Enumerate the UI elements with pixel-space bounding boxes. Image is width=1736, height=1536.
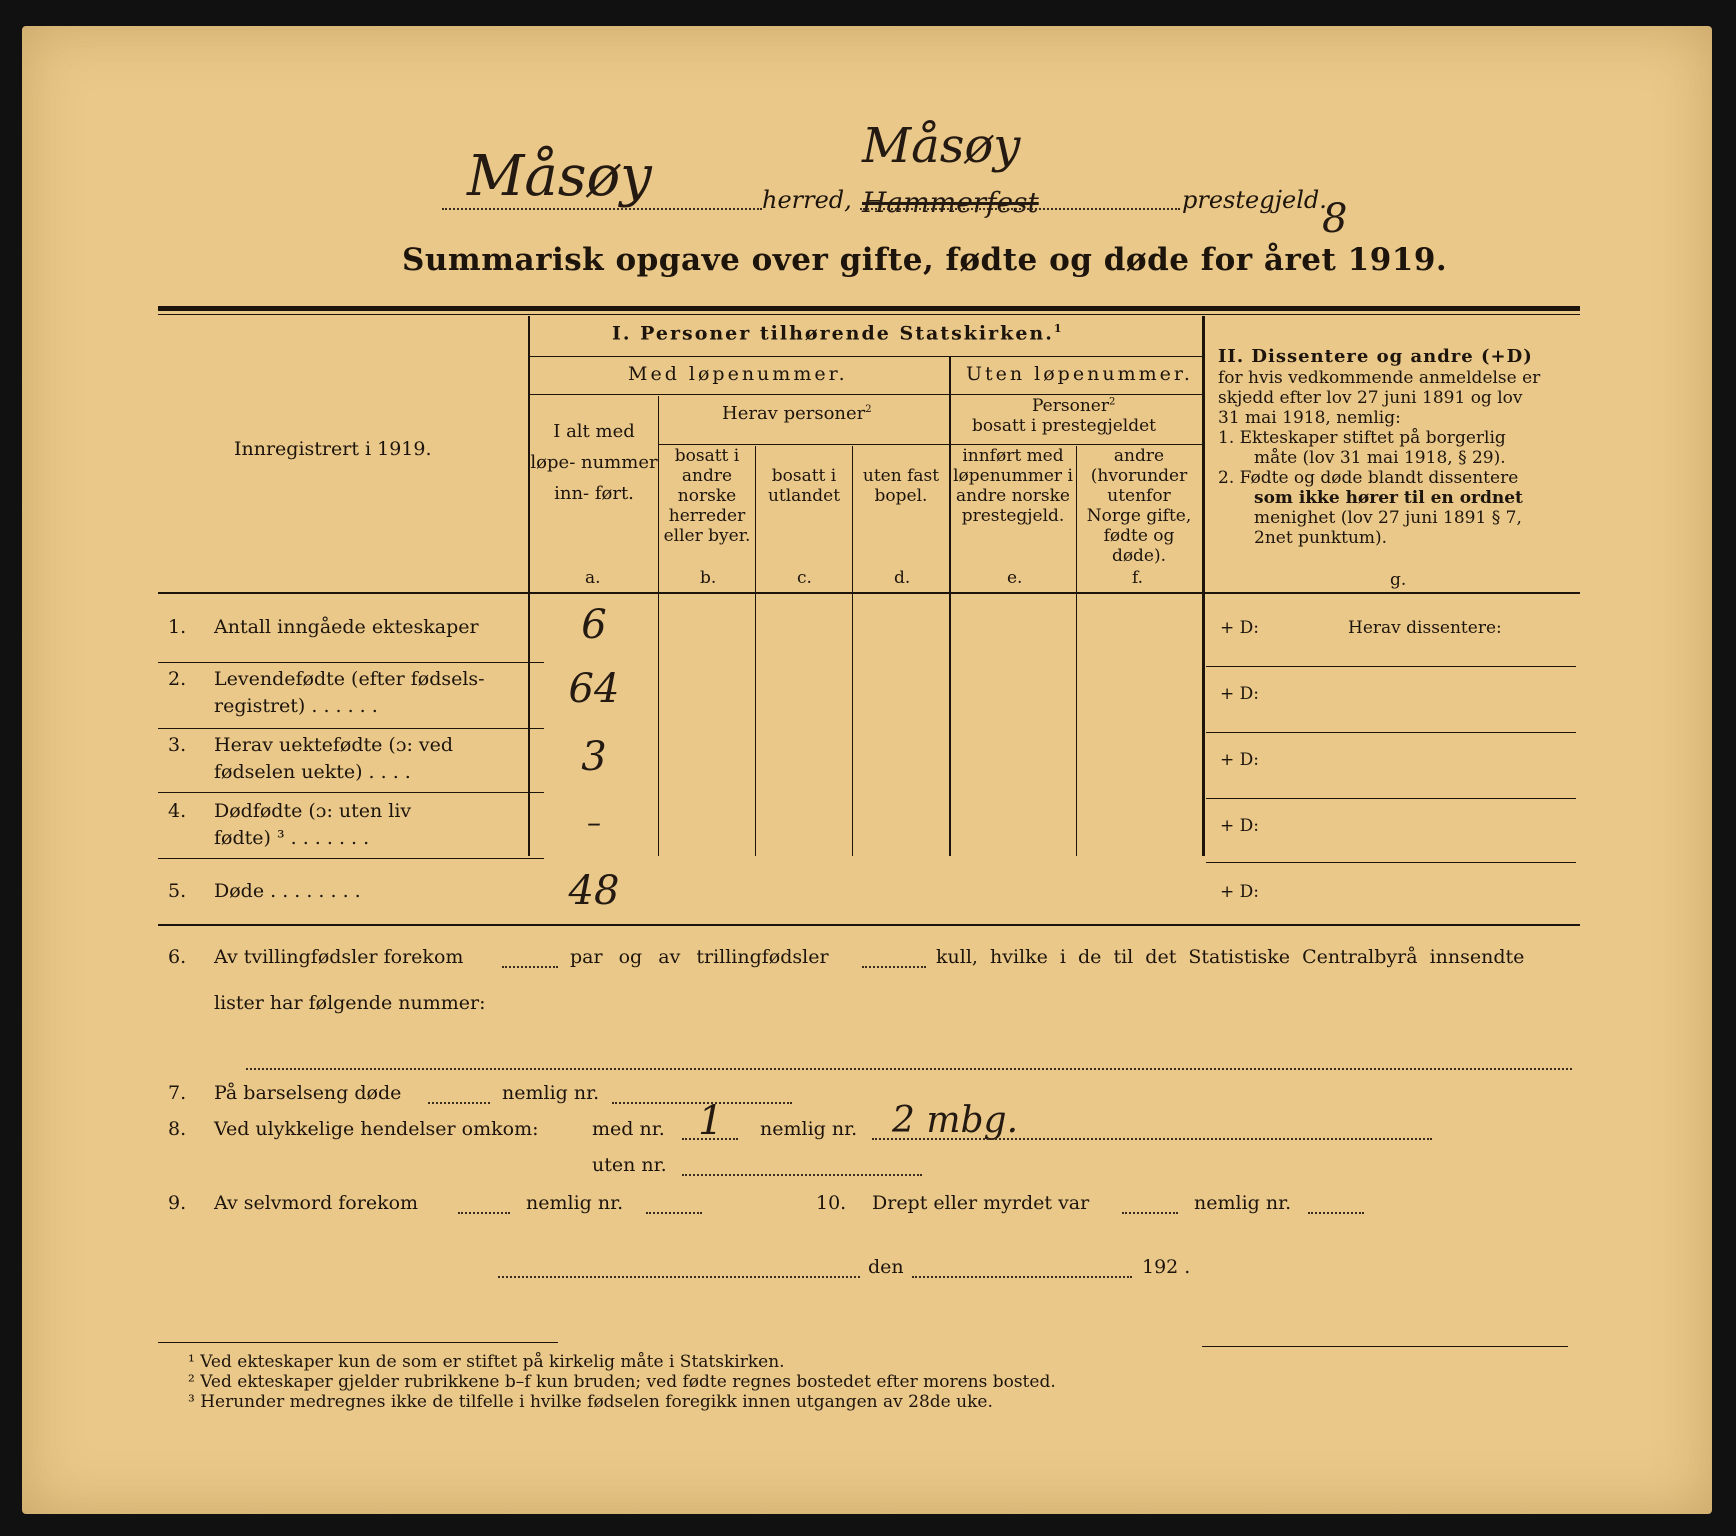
row-rule-3 xyxy=(158,792,544,793)
line7-num: 7. xyxy=(168,1082,187,1104)
footnote-2: ² Ved ekteskaper gjelder rubrikkene b–f kun bruden; ved fødte regnes bostedet efter morens bosted. xyxy=(188,1372,1056,1392)
row1-plusd: + D: xyxy=(1220,618,1260,638)
line6-num: 6. xyxy=(168,946,187,968)
line10-num: 10. xyxy=(816,1192,847,1214)
prestegjeld-label: prestegjeld. xyxy=(1182,186,1327,214)
col-c-letter: c. xyxy=(797,568,812,588)
prestegjeld-handwritten: Måsøy xyxy=(862,118,1021,174)
date-dots xyxy=(912,1276,1132,1278)
row4-label2: fødte) ³ . . . . . . . xyxy=(214,827,370,849)
line10-dots-2 xyxy=(1308,1212,1364,1214)
table-top-rule-thin xyxy=(158,314,1580,315)
table-top-rule xyxy=(158,306,1580,311)
line10-dots-1 xyxy=(1122,1212,1178,1214)
table-bottom-rule xyxy=(158,924,1580,926)
row3-value-a: 3 xyxy=(581,734,607,780)
with-number-header: Med løpenummer. xyxy=(628,363,848,385)
col-line-g xyxy=(1202,316,1205,856)
footnote-rule-right xyxy=(1202,1346,1568,1347)
line6-dots-1 xyxy=(502,966,558,968)
row4-plusd: + D: xyxy=(1220,816,1260,836)
herred-handwritten: Måsøy xyxy=(467,144,652,209)
herav-dissentere: Herav dissentere: xyxy=(1348,618,1502,638)
section2-item2a: 2. Fødte og døde blandt dissentere xyxy=(1218,468,1519,488)
herred-label: herred, xyxy=(762,186,852,214)
line7-b: nemlig nr. xyxy=(502,1082,600,1104)
line8-num: 8. xyxy=(168,1118,187,1140)
section2-item1a: 1. Ekteskaper stiftet på borgerlig xyxy=(1218,428,1506,448)
section1-title: I. Personer tilhørende Statskirken.$^1$ xyxy=(612,322,1064,345)
row-rule-1g xyxy=(1206,666,1576,667)
document-page xyxy=(22,26,1712,1514)
row-rule-4 xyxy=(158,858,544,859)
date-den: den xyxy=(868,1256,904,1278)
footnote-rule xyxy=(158,1342,558,1343)
date-place-dots xyxy=(498,1276,860,1278)
hdr-rule-5 xyxy=(949,444,1202,445)
row2-plusd: + D: xyxy=(1220,684,1260,704)
col-b-letter: b. xyxy=(700,568,717,588)
section2-line3: 31 mai 1918, nemlig: xyxy=(1218,408,1401,428)
line8-c: nemlig nr. xyxy=(760,1118,858,1140)
row3-label2: fødselen uekte) . . . . xyxy=(214,761,411,783)
date-year: 192 . xyxy=(1142,1256,1191,1278)
line8-a: Ved ulykkelige hendelser omkom: xyxy=(214,1118,539,1140)
col-d-letter: d. xyxy=(894,568,911,588)
line9-num: 9. xyxy=(168,1192,187,1214)
col-d-header: uten fast bopel. xyxy=(862,466,940,506)
row-rule-3g xyxy=(1206,798,1576,799)
line8-dots-1 xyxy=(682,1138,738,1140)
line7-dots-1 xyxy=(428,1102,490,1104)
personer-bosatt: Personer$^2$ xyxy=(1032,396,1116,416)
row-rule-2 xyxy=(158,728,544,729)
footnote-3: ³ Herunder medregnes ikke de tilfelle i hvilke fødselen foregikk innen utgangen av 28de uke. xyxy=(188,1392,993,1412)
line6-c: kull, hvilke i de til det Statistiske Centralbyrå innsendte xyxy=(936,946,1525,968)
herav-personer: Herav personer$^2$ xyxy=(722,403,872,424)
col-b-header: bosatt i andre norske herreder eller byer. xyxy=(663,446,751,546)
row5-value-a: 48 xyxy=(568,868,620,914)
without-number-header: Uten løpenummer. xyxy=(966,363,1193,385)
row4-num: 4. xyxy=(168,800,187,822)
section2-item1b: måte (lov 31 mai 1918, § 29). xyxy=(1254,448,1506,468)
row1-label: Antall inngåede ekteskaper xyxy=(214,616,479,638)
col-a-letter: a. xyxy=(585,568,601,588)
row5-plusd: + D: xyxy=(1220,882,1260,902)
line6-b: par og av trillingfødsler xyxy=(570,946,829,968)
row4-value-a: – xyxy=(587,806,601,839)
section2-letter: g. xyxy=(1390,570,1407,590)
line6-d: lister har følgende nummer: xyxy=(214,992,486,1014)
line6-dots-2 xyxy=(862,966,926,968)
line9-b: nemlig nr. xyxy=(526,1192,624,1214)
herred-dotted-line xyxy=(442,208,762,210)
line6-dots-3 xyxy=(246,1068,1572,1070)
line9-dots-1 xyxy=(458,1212,510,1214)
col-line-c xyxy=(755,446,756,856)
line8-value: 1 xyxy=(698,1098,724,1144)
col-f-header: andre (hvorunder utenfor Norge gifte, fødte og døde). xyxy=(1086,446,1192,566)
line9-a: Av selvmord forekom xyxy=(214,1192,419,1214)
row-rule-2g xyxy=(1206,732,1576,733)
section2-item2c: menighet (lov 27 juni 1891 § 7, xyxy=(1254,508,1522,528)
form-title: Summarisk opgave over gifte, fødte og døde for året 1919. xyxy=(402,242,1448,278)
col-c-header: bosatt i utlandet xyxy=(767,466,841,506)
line9-dots-2 xyxy=(646,1212,702,1214)
line8-b: med nr. xyxy=(592,1118,665,1140)
row5-num: 5. xyxy=(168,880,187,902)
row-header: Innregistrert i 1919. xyxy=(234,438,432,460)
line6-a: Av tvillingfødsler forekom xyxy=(214,946,464,968)
col-e-header: innført med løpenummer i andre norske prestegjeld. xyxy=(953,446,1073,526)
row3-label1: Herav uektefødte (ɔ: ved xyxy=(214,734,454,756)
row3-plusd: + D: xyxy=(1220,750,1260,770)
section2-title: II. Dissentere og andre (+D) xyxy=(1218,346,1533,367)
year-correction: 8 xyxy=(1322,196,1348,242)
line8-dots-3 xyxy=(682,1174,922,1176)
col-f-letter: f. xyxy=(1132,568,1144,588)
section2-item2b: som ikke hører til en ordnet xyxy=(1254,488,1523,508)
col-line-b xyxy=(658,396,659,856)
line10-b: nemlig nr. xyxy=(1194,1192,1292,1214)
hdr-rule-2 xyxy=(528,394,949,395)
section2-line1: for hvis vedkommende anmeldelse er xyxy=(1218,368,1541,388)
row3-num: 3. xyxy=(168,734,187,756)
hdr-rule-1 xyxy=(528,356,1202,357)
section2-line2: skjedd efter lov 27 juni 1891 og lov xyxy=(1218,388,1523,408)
col-line-f xyxy=(1076,446,1077,856)
line8-d: uten nr. xyxy=(592,1154,667,1176)
row4-label1: Dødfødte (ɔ: uten liv xyxy=(214,800,412,822)
hdr-rule-4 xyxy=(949,394,1202,395)
prestegjeld-struck: Hammerfest xyxy=(862,186,1039,219)
footnote-1: ¹ Ved ekteskaper kun de som er stiftet på kirkelig måte i Statskirken. xyxy=(188,1352,785,1372)
section2-item2d: 2net punktum). xyxy=(1254,528,1388,548)
col-a-header: I alt med løpe- nummer inn- ført. xyxy=(530,421,658,504)
hdr-rule-3 xyxy=(658,444,949,445)
line8-value2: 2 mbg. xyxy=(892,1100,1019,1141)
row2-label1: Levendefødte (efter fødsels- xyxy=(214,668,485,690)
line7-a: På barselseng døde xyxy=(214,1082,402,1104)
line10-a: Drept eller myrdet var xyxy=(872,1192,1090,1214)
col-e-letter: e. xyxy=(1007,568,1023,588)
row2-label2: registret) . . . . . . xyxy=(214,695,378,717)
col-line-e xyxy=(949,356,951,856)
prestegjeld-dotted-line xyxy=(860,208,1180,210)
row2-num: 2. xyxy=(168,668,187,690)
row5-label: Døde . . . . . . . . xyxy=(214,880,361,902)
line8-dots-2 xyxy=(872,1138,1432,1140)
row-rule-4g xyxy=(1206,862,1576,863)
row1-value-a: 6 xyxy=(581,602,607,648)
hdr-bottom-rule xyxy=(158,592,1580,594)
row2-value-a: 64 xyxy=(568,666,620,712)
row1-num: 1. xyxy=(168,616,187,638)
personer-bosatt-2: bosatt i prestegjeldet xyxy=(972,416,1156,436)
col-line-d xyxy=(852,446,853,856)
row-rule-1 xyxy=(158,662,544,663)
